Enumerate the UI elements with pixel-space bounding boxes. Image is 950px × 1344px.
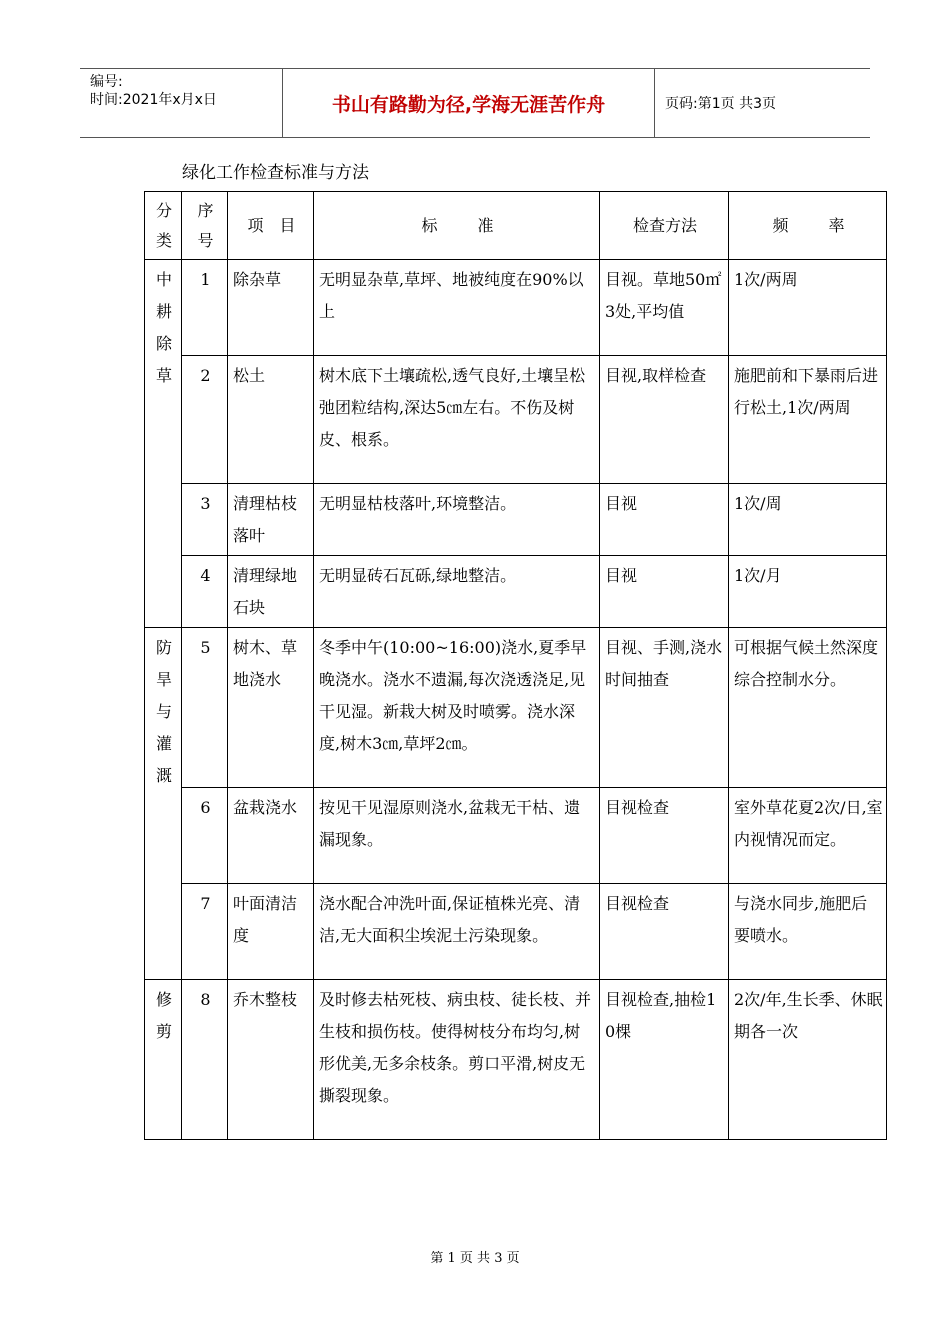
header-frequency-char-2: 率 (828, 216, 845, 235)
page-title: 绿化工作检查标准与方法 (182, 163, 369, 183)
row-number: 1 (182, 260, 228, 356)
row-item: 除杂草 (228, 260, 314, 356)
header-item-char-1: 项 (247, 216, 264, 235)
row-frequency: 施肥前和下暴雨后进行松土,1次/两周 (729, 356, 887, 484)
row-method: 目视。草地50㎡3处,平均值 (600, 260, 729, 356)
table-row (145, 628, 887, 788)
row-number: 5 (182, 628, 228, 788)
table-header-row (145, 192, 887, 260)
row-method: 目视检查 (600, 884, 729, 980)
header-meta-cell (80, 69, 283, 137)
row-item: 树木、草地浇水 (228, 628, 314, 788)
row-standard: 无明显杂草,草坪、地被纯度在90%以上 (314, 260, 600, 356)
category-label: 防旱与灌溉 (155, 638, 172, 785)
row-method: 目视 (600, 484, 729, 556)
row-standard: 及时修去枯死枝、病虫枝、徒长枝、并生枝和损伤枝。使得树枝分布均匀,树形优美,无多余枝条。剪口平滑,树皮无撕裂现象。 (314, 980, 600, 1140)
row-frequency: 与浇水同步,施肥后要喷水。 (729, 884, 887, 980)
table-row (145, 788, 887, 884)
row-number: 4 (182, 556, 228, 628)
header-item-char-2: 目 (279, 216, 296, 235)
header-number-label: 序号 (197, 201, 214, 250)
category-cell (145, 260, 182, 628)
category-label: 修剪 (155, 990, 172, 1041)
row-item: 叶面清洁度 (228, 884, 314, 980)
table-row (145, 260, 887, 356)
header-standard (314, 192, 600, 260)
table-row (145, 556, 887, 628)
header-method: 检查方法 (600, 192, 729, 260)
document-number-label: 编号: (90, 74, 123, 90)
header-item (228, 192, 314, 260)
row-item: 盆栽浇水 (228, 788, 314, 884)
header-page-label: 页码:第1页 共3页 (665, 96, 776, 112)
row-method: 目视 (600, 556, 729, 628)
header-frequency (729, 192, 887, 260)
document-date-label: 时间:2021年x月x日 (90, 92, 217, 108)
row-frequency: 室外草花夏2次/日,室内视情况而定。 (729, 788, 887, 884)
inspection-standard-table (144, 191, 887, 1140)
row-number: 6 (182, 788, 228, 884)
category-cell (145, 980, 182, 1140)
category-label: 中耕除草 (155, 270, 172, 385)
row-method: 目视、手测,浇水时间抽查 (600, 628, 729, 788)
header-standard-char-1: 标 (421, 216, 438, 235)
row-standard: 冬季中午(10:00~16:00)浇水,夏季早晚浇水。浇水不遗漏,每次浇透浇足,见干见湿。新栽大树及时喷雾。浇水深度,树木3㎝,草坪2㎝。 (314, 628, 600, 788)
row-item: 松土 (228, 356, 314, 484)
table-row (145, 980, 887, 1140)
row-standard: 树木底下土壤疏松,透气良好,土壤呈松弛团粒结构,深达5㎝左右。不伤及树皮、根系。 (314, 356, 600, 484)
header-standard-char-2: 准 (477, 216, 494, 235)
row-frequency: 2次/年,生长季、休眠期各一次 (729, 980, 887, 1140)
row-standard: 浇水配合冲洗叶面,保证植株光亮、清洁,无大面积尘埃泥土污染现象。 (314, 884, 600, 980)
row-frequency: 1次/周 (729, 484, 887, 556)
row-number: 8 (182, 980, 228, 1140)
table-row (145, 884, 887, 980)
row-item: 乔木整枝 (228, 980, 314, 1140)
table-row (145, 356, 887, 484)
row-method: 目视检查,抽检10棵 (600, 980, 729, 1140)
header-category (145, 192, 182, 260)
row-standard: 按见干见湿原则浇水,盆栽无干枯、遗漏现象。 (314, 788, 600, 884)
row-method: 目视检查 (600, 788, 729, 884)
row-standard: 无明显枯枝落叶,环境整洁。 (314, 484, 600, 556)
header-motto: 书山有路勤为径,学海无涯苦作舟 (283, 69, 655, 137)
document-header (80, 68, 870, 138)
row-number: 3 (182, 484, 228, 556)
row-standard: 无明显砖石瓦砾,绿地整洁。 (314, 556, 600, 628)
page-footer: 第 1 页 共 3 页 (430, 1251, 520, 1266)
table-row (145, 484, 887, 556)
header-category-label: 分类 (155, 201, 172, 250)
category-cell (145, 628, 182, 980)
header-number (182, 192, 228, 260)
row-number: 7 (182, 884, 228, 980)
row-item: 清理枯枝落叶 (228, 484, 314, 556)
row-frequency: 1次/两周 (729, 260, 887, 356)
row-number: 2 (182, 356, 228, 484)
row-frequency: 1次/月 (729, 556, 887, 628)
header-frequency-char-1: 频 (772, 216, 789, 235)
row-frequency: 可根据气候土然深度综合控制水分。 (729, 628, 887, 788)
row-item: 清理绿地石块 (228, 556, 314, 628)
row-method: 目视,取样检查 (600, 356, 729, 484)
